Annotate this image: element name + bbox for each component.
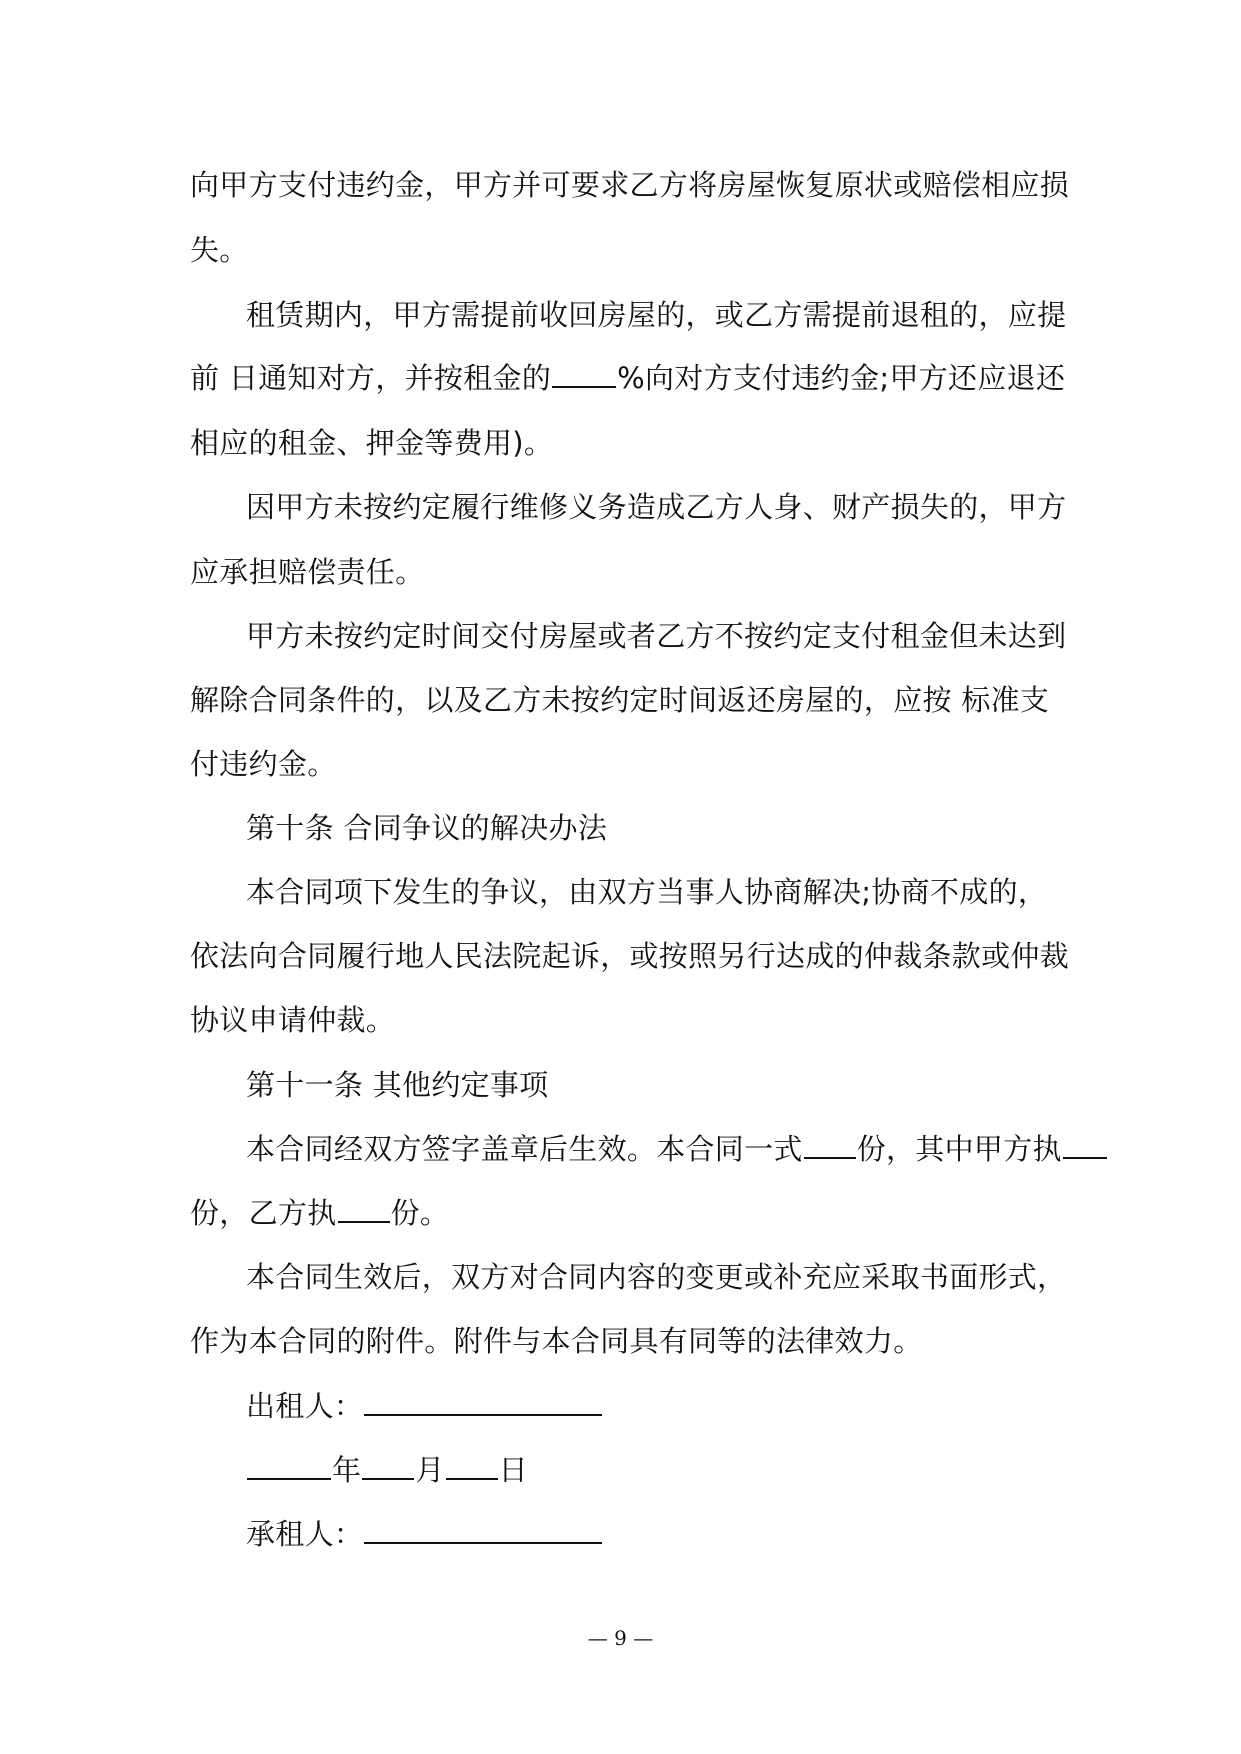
year-label: 年: [332, 1453, 362, 1487]
paragraph-line: 本合同生效后，双方对合同内容的变更或补充应采取书面形式，: [246, 1260, 1067, 1294]
section-heading: 第十条 合同争议的解决办法: [246, 811, 608, 845]
paragraph-line: 应承担赔偿责任。: [190, 555, 425, 589]
blank-line: [362, 1451, 414, 1480]
lessee-signature-line: [246, 1514, 603, 1554]
month-label: 月: [415, 1453, 445, 1487]
day-label: 日: [498, 1453, 528, 1487]
blank-line: [247, 1451, 331, 1480]
blank-line: [552, 359, 616, 388]
paragraph-line: 失。: [190, 233, 249, 267]
paragraph-line: [190, 1193, 449, 1233]
paragraph-line: 依法向合同履行地人民法院起诉，或按照另行达成的仲裁条款或仲裁: [190, 939, 1070, 973]
text-segment: 本合同经双方签字盖章后生效。本合同一式: [246, 1132, 803, 1166]
blank-line: [1063, 1130, 1107, 1159]
text-segment: 份，其中甲方执: [856, 1132, 1062, 1166]
paragraph-line: 因甲方未按约定履行维修义务造成乙方人身、财产损失的，甲方: [246, 490, 1067, 524]
paragraph-line: 租赁期内，甲方需提前收回房屋的，或乙方需提前退租的，应提: [246, 298, 1067, 332]
paragraph-line: 协议申请仲裁。: [190, 1003, 396, 1037]
paragraph-line: 向甲方支付违约金，甲方并可要求乙方将房屋恢复原状或赔偿相应损: [190, 168, 1070, 202]
page-number: — 9 —: [587, 1626, 654, 1650]
paragraph-line: [190, 358, 1065, 398]
text-segment: %向对方支付违约金;甲方还应退还: [617, 361, 1066, 395]
text-segment: 份，乙方执: [190, 1196, 337, 1230]
date-line: [246, 1450, 528, 1490]
blank-line: [804, 1130, 856, 1159]
paragraph-line: 本合同项下发生的争议，由双方当事人协商解决;协商不成的，: [246, 875, 1048, 909]
lessor-label: 出租人：: [246, 1389, 364, 1423]
blank-line: [364, 1515, 602, 1544]
blank-line: [364, 1387, 602, 1416]
text-segment: 份。: [390, 1196, 450, 1230]
blank-line: [338, 1194, 390, 1223]
section-heading: 第十一条 其他约定事项: [246, 1068, 549, 1102]
text-segment: 前 日通知对方，并按租金的: [190, 361, 552, 395]
paragraph-line: 相应的租金、押金等费用)。: [190, 426, 554, 460]
lessee-label: 承租人：: [246, 1517, 364, 1551]
paragraph-line: 甲方未按约定时间交付房屋或者乙方不按约定支付租金但未达到: [246, 619, 1067, 653]
paragraph-line: 付违约金。: [190, 747, 337, 781]
paragraph-line: 作为本合同的附件。附件与本合同具有同等的法律效力。: [190, 1324, 923, 1358]
lessor-signature-line: [246, 1386, 603, 1426]
blank-line: [446, 1451, 498, 1480]
paragraph-line: 解除合同条件的，以及乙方未按约定时间返还房屋的，应按 标准支: [190, 683, 1050, 717]
paragraph-line: [246, 1129, 1108, 1169]
